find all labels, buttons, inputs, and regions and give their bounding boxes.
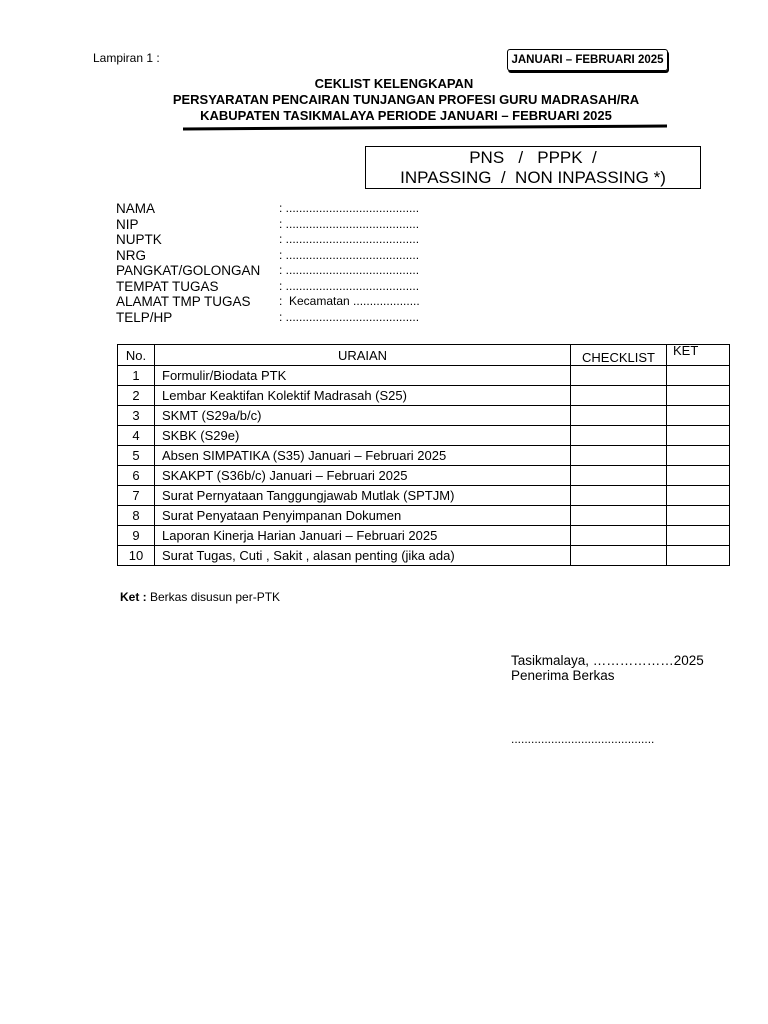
row-description: Absen SIMPATIKA (S35) Januari – Februari 2025 — [155, 446, 571, 466]
signature-receiver-label: Penerima Berkas — [511, 668, 615, 683]
ket-cell[interactable] — [667, 426, 730, 446]
column-header-uraian: URAIAN — [155, 345, 571, 366]
checklist-cell[interactable] — [571, 526, 667, 546]
document-title-line-2: PERSYARATAN PENCAIRAN TUNJANGAN PROFESI GURU MADRASAH/RA — [172, 92, 640, 107]
field-value-tempat-tugas: : ........................................ — [279, 278, 420, 293]
table-row — [118, 546, 730, 566]
row-description: Surat Penyataan Penyimpanan Dokumen — [155, 506, 571, 526]
field-label-nuptk: NUPTK — [116, 232, 162, 247]
checklist-cell[interactable] — [571, 486, 667, 506]
checklist-cell[interactable] — [571, 366, 667, 386]
document-checklist-table — [117, 344, 730, 566]
row-number: 1 — [118, 366, 155, 386]
field-value-pangkat-golongan: : ........................................ — [279, 263, 420, 277]
field-value-nip: : ........................................ — [279, 216, 420, 231]
table-row — [118, 406, 730, 426]
field-value-nrg: : ........................................ — [279, 247, 420, 262]
table-row — [118, 426, 730, 446]
checklist-cell[interactable] — [571, 386, 667, 406]
employment-status-line-2: INPASSING / NON INPASSING *) — [400, 168, 666, 187]
note-text — [120, 590, 280, 604]
checklist-cell[interactable] — [571, 406, 667, 426]
ket-cell[interactable] — [667, 406, 730, 426]
period-badge: JANUARI – FEBRUARI 2025 — [507, 49, 668, 71]
ket-cell[interactable] — [667, 446, 730, 466]
ket-cell[interactable] — [667, 506, 730, 526]
row-number: 2 — [118, 386, 155, 406]
title-underline-divider — [183, 125, 667, 131]
row-number: 9 — [118, 526, 155, 546]
row-description: Surat Tugas, Cuti , Sakit , alasan penting (jika ada) — [155, 546, 571, 566]
field-label-nrg: NRG — [116, 247, 146, 263]
signature-place-date: Tasikmalaya, ………………2025 — [511, 653, 704, 668]
checklist-cell[interactable] — [571, 506, 667, 526]
ket-cell[interactable] — [667, 386, 730, 406]
row-number: 10 — [118, 546, 155, 566]
row-number: 4 — [118, 426, 155, 446]
ket-cell[interactable] — [667, 546, 730, 566]
employment-status-box — [365, 146, 701, 189]
note-label: Ket : — [120, 590, 147, 604]
field-value-telp-hp: : ........................................ — [279, 309, 420, 324]
note-body: Berkas disusun per-PTK — [146, 590, 281, 604]
ket-cell[interactable] — [667, 526, 730, 546]
field-label-nip: NIP — [116, 216, 139, 232]
ket-cell[interactable] — [667, 466, 730, 486]
field-label-nama: NAMA — [116, 201, 156, 216]
row-description: SKAKPT (S36b/c) Januari – Februari 2025 — [155, 466, 571, 486]
checklist-cell[interactable] — [571, 546, 667, 566]
field-value-nuptk: : ........................................ — [279, 232, 420, 246]
column-header-checklist: CHECKLIST — [571, 345, 667, 366]
row-description: Laporan Kinerja Harian Januari – Februari 2025 — [155, 526, 571, 546]
field-label-alamat-tmp-tugas: ALAMAT TMP TUGAS — [116, 294, 251, 309]
row-number: 7 — [118, 486, 155, 506]
row-number: 6 — [118, 466, 155, 486]
lampiran-label: Lampiran 1 : — [93, 51, 160, 65]
table-header-row — [118, 345, 730, 366]
row-description: Surat Pernyataan Tanggungjawab Mutlak (SPTJM) — [155, 486, 571, 506]
ket-cell[interactable] — [667, 366, 730, 386]
signature-line: ........................................... — [511, 732, 655, 746]
document-title-line-3: KABUPATEN TASIKMALAYA PERIODE JANUARI – FEBRUARI 2025 — [200, 108, 612, 123]
row-number: 3 — [118, 406, 155, 426]
table-row — [118, 506, 730, 526]
table-row — [118, 526, 730, 546]
row-description: SKBK (S29e) — [155, 426, 571, 446]
checklist-cell[interactable] — [571, 446, 667, 466]
checklist-cell[interactable] — [571, 426, 667, 446]
row-description: Lembar Keaktifan Kolektif Madrasah (S25) — [155, 386, 571, 406]
field-label-tempat-tugas: TEMPAT TUGAS — [116, 278, 219, 294]
document-title-line-1: CEKLIST KELENGKAPAN — [314, 76, 474, 91]
table-row — [118, 466, 730, 486]
row-number: 5 — [118, 446, 155, 466]
field-value-nama: : ........................................ — [279, 201, 420, 215]
field-label-pangkat-golongan: PANGKAT/GOLONGAN — [116, 263, 261, 278]
field-label-telp-hp: TELP/HP — [116, 309, 173, 325]
row-number: 8 — [118, 506, 155, 526]
table-row — [118, 386, 730, 406]
column-header-ket: KET — [667, 345, 730, 366]
column-header-no: No. — [118, 345, 155, 366]
field-value-alamat-tmp-tugas: : Kecamatan .................... — [279, 294, 420, 308]
ket-cell[interactable] — [667, 486, 730, 506]
checklist-cell[interactable] — [571, 466, 667, 486]
row-description: SKMT (S29a/b/c) — [155, 406, 571, 426]
table-row — [118, 366, 730, 386]
employment-status-line-1: PNS / PPPK / — [469, 148, 597, 167]
table-row — [118, 446, 730, 466]
table-row — [118, 486, 730, 506]
row-description: Formulir/Biodata PTK — [155, 366, 571, 386]
